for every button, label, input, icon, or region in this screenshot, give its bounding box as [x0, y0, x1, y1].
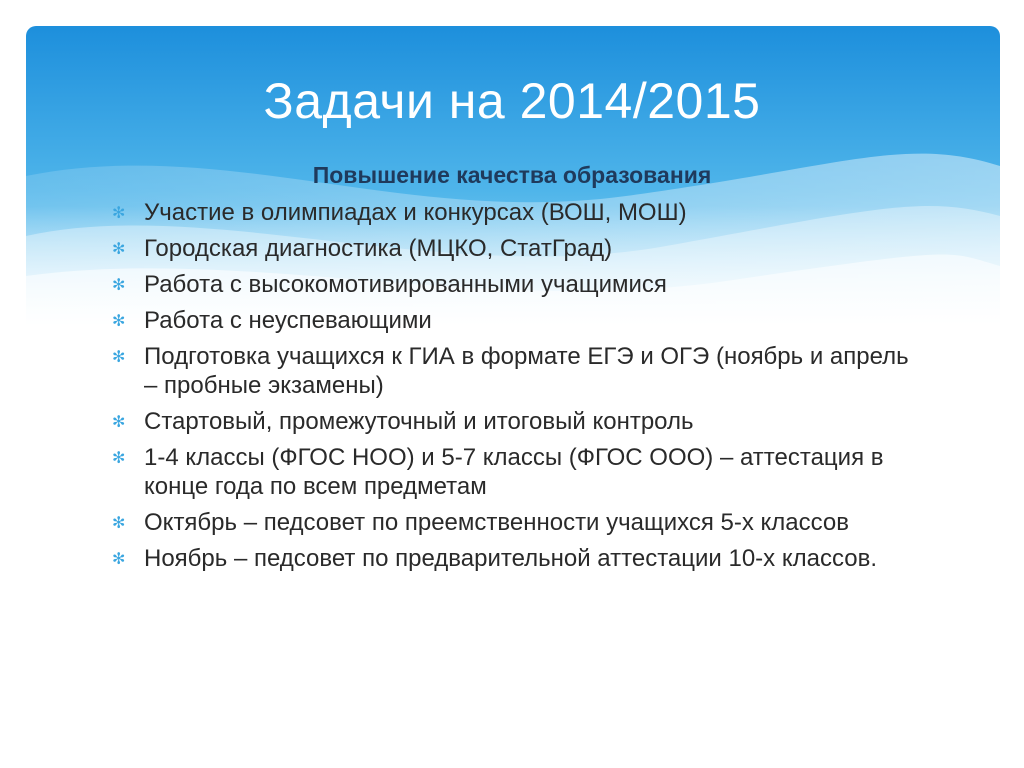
- asterisk-icon: ✻: [112, 551, 126, 568]
- bullet-item: [112, 544, 912, 573]
- bullet-text: Работа с высокомотивированными учащимися: [144, 271, 667, 298]
- bullet-text: Стартовый, промежуточный и итоговый контроль: [144, 408, 694, 435]
- asterisk-icon: ✻: [112, 515, 126, 532]
- asterisk-icon: ✻: [112, 241, 126, 258]
- bullet-text: Городская диагностика (МЦКО, СтатГрад): [144, 235, 613, 262]
- bullet-item: [112, 198, 912, 227]
- bullet-text: 1-4 классы (ФГОС НОО) и 5-7 классы (ФГОС ООО) – аттестация в конце года по всем предметам: [144, 444, 884, 500]
- bullet-text: Подготовка учащихся к ГИА в формате ЕГЭ и ОГЭ (ноябрь и апрель – пробные экзамены): [144, 343, 909, 399]
- asterisk-icon: ✻: [112, 313, 126, 330]
- bullet-item: [112, 407, 912, 436]
- bullet-item: [112, 234, 912, 263]
- bullet-item: [112, 342, 912, 400]
- bullet-item: [112, 443, 912, 501]
- slide-subtitle: Повышение качества образования: [312, 162, 712, 188]
- bullet-list: [112, 198, 912, 580]
- asterisk-icon: ✻: [112, 349, 126, 366]
- asterisk-icon: ✻: [112, 414, 126, 431]
- bullet-item: [112, 508, 912, 537]
- slide-title: Задачи на 2014/2015: [263, 73, 761, 129]
- asterisk-icon: ✻: [112, 205, 126, 222]
- bullet-item: [112, 306, 912, 335]
- asterisk-icon: ✻: [112, 450, 126, 467]
- bullet-item: [112, 270, 912, 299]
- bullet-text: Октябрь – педсовет по преемственности учащихся 5-х классов: [144, 509, 850, 536]
- bullet-text: Участие в олимпиадах и конкурсах (ВОШ, МОШ): [144, 199, 687, 226]
- asterisk-icon: ✻: [112, 277, 126, 294]
- bullet-text: Работа с неуспевающими: [144, 307, 432, 334]
- bullet-text: Ноябрь – педсовет по предварительной аттестации 10-х классов.: [144, 545, 877, 572]
